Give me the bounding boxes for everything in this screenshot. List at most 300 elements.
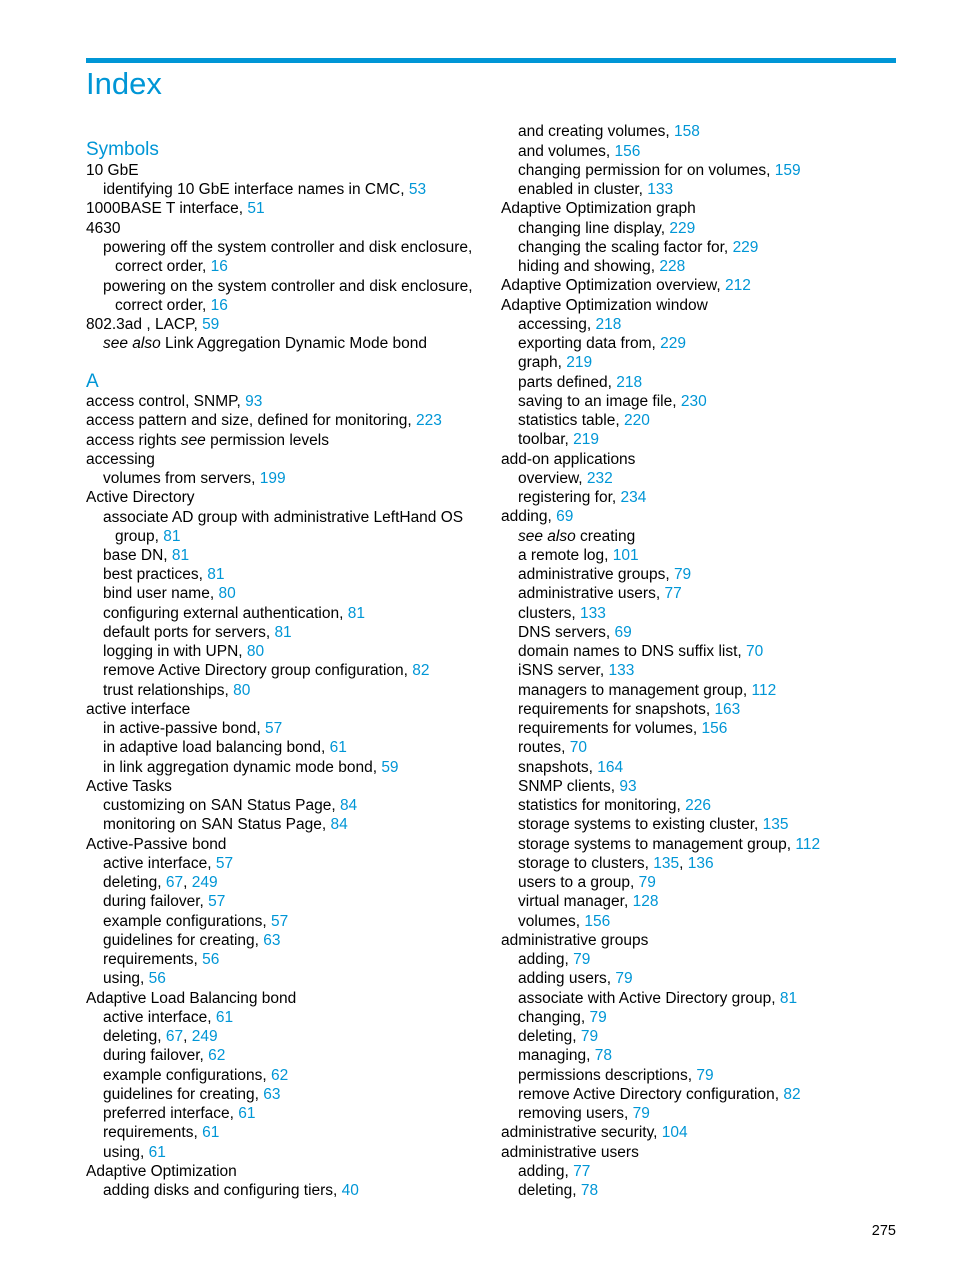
index-subentry bbox=[501, 1104, 650, 1123]
entry-text: correct order, bbox=[115, 297, 211, 314]
entry-text: Adaptive Optimization window bbox=[501, 297, 708, 314]
page-link[interactable]: 61 bbox=[202, 1124, 220, 1141]
page-link[interactable]: 77 bbox=[573, 1163, 591, 1180]
entry-text: domain names to DNS suffix list, bbox=[518, 643, 746, 660]
page-link[interactable]: 61 bbox=[215, 1009, 234, 1026]
index-subentry bbox=[501, 546, 639, 565]
index-section-heading bbox=[86, 140, 159, 159]
page-link[interactable]: 133 bbox=[608, 662, 635, 679]
index-entry bbox=[86, 777, 172, 796]
entry-text: base DN, bbox=[103, 547, 172, 564]
page-title: Index bbox=[86, 66, 162, 101]
entry-text: using, bbox=[103, 1144, 149, 1161]
index-subentry bbox=[86, 604, 365, 623]
index-subentry bbox=[86, 1123, 219, 1142]
index-entry bbox=[501, 296, 708, 315]
entry-text: access control, SNMP, bbox=[86, 393, 246, 410]
index-entry bbox=[501, 507, 573, 526]
index-subentry bbox=[86, 1027, 218, 1046]
index-subentry bbox=[86, 469, 286, 488]
index-entry bbox=[86, 450, 155, 469]
entry-text: group, bbox=[115, 528, 164, 545]
page-link[interactable]: 69 bbox=[556, 508, 574, 525]
page-link[interactable]: 164 bbox=[597, 759, 624, 776]
page-link[interactable]: 81 bbox=[163, 528, 181, 545]
index-entry bbox=[501, 931, 648, 950]
index-subentry bbox=[501, 912, 610, 931]
page-link[interactable]: 56 bbox=[148, 970, 166, 987]
entry-text: Symbols bbox=[86, 139, 159, 160]
page-link[interactable]: 51 bbox=[247, 200, 265, 217]
page-link[interactable]: 82 bbox=[412, 662, 430, 679]
index-subentry bbox=[86, 931, 281, 950]
page-link[interactable]: 249 bbox=[191, 874, 218, 891]
page-link[interactable]: 163 bbox=[714, 701, 741, 718]
page-link[interactable]: 84 bbox=[330, 816, 348, 833]
index-subentry bbox=[501, 681, 776, 700]
index-subentry bbox=[501, 373, 642, 392]
entry-text: overview, bbox=[518, 470, 587, 487]
page-link[interactable]: 249 bbox=[191, 1028, 218, 1045]
page-separator: , bbox=[679, 855, 688, 872]
entry-text: Link Aggregation Dynamic Mode bond bbox=[160, 335, 427, 352]
index-subentry bbox=[501, 527, 635, 546]
entry-text: adding, bbox=[501, 508, 557, 525]
page-link[interactable]: 57 bbox=[271, 913, 289, 930]
index-entry bbox=[86, 161, 139, 180]
entry-text: accessing, bbox=[518, 316, 596, 333]
entry-text: saving to an image file, bbox=[518, 393, 681, 410]
page-link[interactable]: 79 bbox=[615, 970, 633, 987]
index-subentry bbox=[86, 1181, 359, 1200]
entry-text: Active-Passive bond bbox=[86, 836, 227, 853]
entry-text: remove Active Directory group configuration, bbox=[103, 662, 413, 679]
entry-text: powering off the system controller and disk enclosure, bbox=[103, 239, 473, 256]
entry-text: requirements for volumes, bbox=[518, 720, 702, 737]
entry-text: administrative users, bbox=[518, 585, 665, 602]
index-subentry bbox=[86, 257, 228, 276]
entry-text: best practices, bbox=[103, 566, 208, 583]
page-link[interactable]: 133 bbox=[647, 181, 674, 198]
page-link[interactable]: 199 bbox=[259, 470, 286, 487]
entry-text: managers to management group, bbox=[518, 682, 752, 699]
entry-text: storage systems to existing cluster, bbox=[518, 816, 763, 833]
entry-text: 10 GbE bbox=[86, 162, 139, 179]
entry-text: routes, bbox=[518, 739, 570, 756]
page-link[interactable]: 53 bbox=[408, 181, 427, 198]
entry-text: during failover, bbox=[103, 893, 209, 910]
index-subentry bbox=[501, 315, 621, 334]
index-subentry bbox=[501, 1162, 590, 1181]
entry-text: SNMP clients, bbox=[518, 778, 620, 795]
index-subentry bbox=[501, 142, 640, 161]
page-link[interactable]: 57 bbox=[215, 855, 234, 872]
page-link[interactable]: 61 bbox=[329, 739, 347, 756]
index-subentry bbox=[86, 180, 426, 199]
page-link[interactable]: 156 bbox=[701, 720, 728, 737]
page-link[interactable]: 229 bbox=[660, 335, 687, 352]
entry-text: guidelines for creating, bbox=[103, 932, 264, 949]
entry-text: clusters, bbox=[518, 605, 581, 622]
page-link[interactable]: 229 bbox=[732, 239, 759, 256]
page-link[interactable]: 79 bbox=[638, 874, 656, 891]
entry-text: remove Active Directory configuration, bbox=[518, 1086, 784, 1103]
entry-text: changing, bbox=[518, 1009, 590, 1026]
entry-text: snapshots, bbox=[518, 759, 598, 776]
entry-text: registering for, bbox=[518, 489, 621, 506]
entry-text: managing, bbox=[518, 1047, 595, 1064]
entry-text: A bbox=[86, 371, 99, 392]
index-subentry bbox=[501, 161, 801, 180]
index-entry bbox=[86, 219, 120, 238]
entry-text: customizing on SAN Status Page, bbox=[103, 797, 340, 814]
page-link[interactable]: 78 bbox=[580, 1182, 599, 1199]
index-subentry bbox=[86, 296, 228, 315]
index-subentry bbox=[86, 527, 181, 546]
page-link[interactable]: 57 bbox=[264, 720, 283, 737]
page-link[interactable]: 133 bbox=[580, 605, 606, 622]
index-section-heading bbox=[86, 372, 99, 391]
index-subentry bbox=[86, 738, 347, 757]
entry-text: deleting, bbox=[518, 1182, 581, 1199]
entry-text: monitoring on SAN Status Page, bbox=[103, 816, 331, 833]
entry-text: add-on applications bbox=[501, 451, 636, 468]
index-entry bbox=[86, 315, 219, 334]
entry-text: toolbar, bbox=[518, 431, 574, 448]
page-link[interactable]: 220 bbox=[623, 412, 650, 429]
page-link[interactable]: 112 bbox=[795, 836, 821, 853]
page-link[interactable]: 104 bbox=[661, 1124, 688, 1141]
page-link[interactable]: 59 bbox=[381, 759, 399, 776]
entry-text: in adaptive load balancing bond, bbox=[103, 739, 330, 756]
index-subentry bbox=[501, 719, 727, 738]
page-link[interactable]: 79 bbox=[580, 1028, 599, 1045]
index-subentry bbox=[86, 1046, 225, 1065]
entry-text: Adaptive Optimization overview, bbox=[501, 277, 725, 294]
page-link[interactable]: 78 bbox=[594, 1047, 612, 1064]
entry-text: enabled in cluster, bbox=[518, 181, 648, 198]
entry-text: correct order, bbox=[115, 258, 211, 275]
page-link[interactable]: 93 bbox=[619, 778, 637, 795]
index-subentry bbox=[86, 796, 357, 815]
index-subentry bbox=[501, 565, 691, 584]
entry-text: DNS servers, bbox=[518, 624, 615, 641]
page-link[interactable]: 93 bbox=[245, 393, 263, 410]
page-link[interactable]: 82 bbox=[783, 1086, 801, 1103]
index-subentry bbox=[501, 469, 613, 488]
index-subentry bbox=[501, 777, 637, 796]
entry-text: requirements, bbox=[103, 951, 203, 968]
page-link[interactable]: 212 bbox=[725, 277, 751, 294]
entry-text: volumes, bbox=[518, 913, 585, 930]
entry-text: 802.3ad , LACP, bbox=[86, 316, 203, 333]
page-link[interactable]: 61 bbox=[238, 1105, 256, 1122]
entry-text: parts defined, bbox=[518, 374, 617, 391]
index-subentry bbox=[501, 969, 633, 988]
entry-text: in link aggregation dynamic mode bond, bbox=[103, 759, 382, 776]
index-subentry bbox=[501, 758, 623, 777]
index-subentry bbox=[86, 1104, 256, 1123]
index-subentry bbox=[86, 623, 292, 642]
entry-text: associate with Active Directory group, bbox=[518, 990, 780, 1007]
page-link[interactable]: 57 bbox=[208, 893, 226, 910]
entry-text: access pattern and size, defined for monitoring, bbox=[86, 412, 416, 429]
page-link[interactable]: 79 bbox=[573, 951, 591, 968]
page-link[interactable]: 16 bbox=[210, 297, 228, 314]
page-link[interactable]: 219 bbox=[566, 354, 593, 371]
index-subentry bbox=[86, 719, 282, 738]
index-subentry bbox=[501, 430, 599, 449]
title-rule bbox=[86, 58, 896, 63]
page-link[interactable]: 67 bbox=[165, 1028, 184, 1045]
entry-text: adding, bbox=[518, 1163, 574, 1180]
index-subentry bbox=[86, 1143, 166, 1162]
entry-text: and volumes, bbox=[518, 143, 615, 160]
entry-text: adding users, bbox=[518, 970, 616, 987]
index-subentry bbox=[501, 1066, 714, 1085]
entry-text: deleting, bbox=[103, 874, 166, 891]
entry-text: guidelines for creating, bbox=[103, 1086, 264, 1103]
page-link[interactable]: 156 bbox=[584, 913, 611, 930]
entry-text: default ports for servers, bbox=[103, 624, 275, 641]
page-link[interactable]: 16 bbox=[210, 258, 228, 275]
page-link[interactable]: 81 bbox=[779, 990, 798, 1007]
page-link[interactable]: 79 bbox=[632, 1105, 650, 1122]
entry-text: a remote log, bbox=[518, 547, 613, 564]
page-link[interactable]: 62 bbox=[271, 1067, 289, 1084]
index-entry bbox=[501, 450, 635, 469]
page-link[interactable]: 230 bbox=[680, 393, 707, 410]
index-entry bbox=[86, 835, 226, 854]
index-subentry bbox=[501, 334, 686, 353]
entry-text: statistics table, bbox=[518, 412, 624, 429]
index-subentry bbox=[501, 873, 656, 892]
entry-text: requirements for snapshots, bbox=[518, 701, 715, 718]
page-separator: , bbox=[183, 874, 192, 891]
page-link[interactable]: 136 bbox=[687, 855, 714, 872]
index-subentry bbox=[501, 1046, 612, 1065]
page-link[interactable]: 56 bbox=[202, 951, 220, 968]
index-subentry bbox=[501, 1181, 598, 1200]
page-link[interactable]: 70 bbox=[569, 739, 587, 756]
page-link[interactable]: 63 bbox=[263, 1086, 281, 1103]
index-subentry bbox=[86, 1066, 288, 1085]
index-subentry bbox=[501, 353, 592, 372]
index-entry bbox=[86, 411, 442, 430]
page-link[interactable]: 135 bbox=[653, 855, 680, 872]
index-subentry bbox=[501, 604, 606, 623]
page-link[interactable]: 226 bbox=[685, 797, 711, 814]
entry-text: associate AD group with administrative LeftHand OS bbox=[103, 509, 464, 526]
page-link[interactable]: 135 bbox=[762, 816, 789, 833]
entry-text: permission levels bbox=[205, 432, 329, 449]
index-subentry bbox=[86, 681, 250, 700]
entry-text: virtual manager, bbox=[518, 893, 633, 910]
page-link[interactable]: 67 bbox=[165, 874, 184, 891]
entry-text: using, bbox=[103, 970, 149, 987]
index-subentry bbox=[86, 854, 233, 873]
index-subentry bbox=[501, 1008, 607, 1027]
page-link[interactable]: 159 bbox=[774, 162, 801, 179]
page-link[interactable]: 69 bbox=[614, 624, 632, 641]
page-link[interactable]: 81 bbox=[274, 624, 292, 641]
see-label: see bbox=[180, 432, 206, 449]
index-subentry bbox=[501, 392, 707, 411]
index-entry bbox=[86, 431, 329, 450]
entry-text: Active Directory bbox=[86, 489, 195, 506]
page-link[interactable]: 229 bbox=[669, 220, 696, 237]
entry-text: hiding and showing, bbox=[518, 258, 660, 275]
index-entry bbox=[86, 199, 265, 218]
page-link[interactable]: 79 bbox=[673, 566, 692, 583]
index-subentry bbox=[86, 238, 472, 257]
index-subentry bbox=[86, 565, 225, 584]
index-subentry bbox=[86, 912, 288, 931]
page-link[interactable]: 79 bbox=[589, 1009, 607, 1026]
entry-text: changing line display, bbox=[518, 220, 670, 237]
page-link[interactable]: 228 bbox=[659, 258, 686, 275]
entry-text: preferred interface, bbox=[103, 1105, 239, 1122]
index-subentry bbox=[86, 950, 219, 969]
entry-text: storage to clusters, bbox=[518, 855, 654, 872]
page-link[interactable]: 101 bbox=[612, 547, 639, 564]
page-link[interactable]: 81 bbox=[347, 605, 365, 622]
page-link[interactable]: 80 bbox=[233, 682, 251, 699]
page-link[interactable]: 219 bbox=[573, 431, 600, 448]
index-entry bbox=[86, 989, 296, 1008]
entry-text: access rights bbox=[86, 432, 181, 449]
index-subentry bbox=[86, 892, 225, 911]
page-link[interactable]: 218 bbox=[616, 374, 643, 391]
index-subentry bbox=[501, 835, 820, 854]
entry-text: creating bbox=[575, 528, 636, 545]
index-subentry bbox=[86, 873, 218, 892]
page-separator: , bbox=[183, 1028, 192, 1045]
index-subentry bbox=[501, 122, 700, 141]
entry-text: Adaptive Optimization bbox=[86, 1163, 237, 1180]
entry-text: administrative security, bbox=[501, 1124, 662, 1141]
entry-text: trust relationships, bbox=[103, 682, 234, 699]
page-link[interactable]: 158 bbox=[673, 123, 700, 140]
page-link[interactable]: 80 bbox=[246, 643, 265, 660]
entry-text: during failover, bbox=[103, 1047, 209, 1064]
page-link[interactable]: 40 bbox=[341, 1182, 359, 1199]
entry-text: 4630 bbox=[86, 220, 121, 237]
index-entry bbox=[86, 1162, 237, 1181]
page-link[interactable]: 218 bbox=[595, 316, 622, 333]
index-subentry bbox=[501, 796, 711, 815]
page-link[interactable]: 112 bbox=[751, 682, 777, 699]
index-subentry bbox=[501, 238, 758, 257]
entry-text: example configurations, bbox=[103, 913, 272, 930]
entry-text: active interface, bbox=[103, 1009, 216, 1026]
entry-text: permissions descriptions, bbox=[518, 1067, 697, 1084]
page-link[interactable]: 79 bbox=[696, 1067, 714, 1084]
page-link[interactable]: 232 bbox=[586, 470, 613, 487]
see-also-label: see also bbox=[103, 335, 161, 352]
index-subentry bbox=[86, 508, 463, 527]
index-subentry bbox=[501, 989, 797, 1008]
index-subentry bbox=[86, 546, 189, 565]
page-link[interactable]: 128 bbox=[632, 893, 659, 910]
page-link[interactable]: 156 bbox=[614, 143, 641, 160]
entry-text: bind user name, bbox=[103, 585, 219, 602]
index-subentry bbox=[86, 642, 264, 661]
entry-text: changing the scaling factor for, bbox=[518, 239, 733, 256]
entry-text: powering on the system controller and disk enclosure, bbox=[103, 278, 473, 295]
entry-text: active interface bbox=[86, 701, 191, 718]
entry-text: volumes from servers, bbox=[103, 470, 260, 487]
index-subentry bbox=[86, 758, 399, 777]
page-link[interactable]: 80 bbox=[218, 585, 236, 602]
index-subentry bbox=[501, 584, 682, 603]
index-entry bbox=[501, 1123, 688, 1142]
entry-text: adding, bbox=[518, 951, 574, 968]
index-subentry bbox=[501, 257, 685, 276]
entry-text: users to a group, bbox=[518, 874, 639, 891]
page-link[interactable]: 63 bbox=[263, 932, 281, 949]
page-link[interactable]: 61 bbox=[148, 1144, 166, 1161]
entry-text: requirements, bbox=[103, 1124, 203, 1141]
index-entry bbox=[86, 488, 195, 507]
page-link[interactable]: 70 bbox=[746, 643, 764, 660]
page-link[interactable]: 234 bbox=[620, 489, 647, 506]
index-subentry bbox=[86, 815, 348, 834]
index-entry bbox=[501, 199, 696, 218]
entry-text: identifying 10 GbE interface names in CMC, bbox=[103, 181, 409, 198]
entry-text: deleting, bbox=[518, 1028, 581, 1045]
entry-text: administrative groups bbox=[501, 932, 649, 949]
page-link[interactable]: 223 bbox=[416, 412, 442, 429]
index-subentry bbox=[86, 1085, 281, 1104]
page-link[interactable]: 81 bbox=[207, 566, 225, 583]
entry-text: and creating volumes, bbox=[518, 123, 674, 140]
page-link[interactable]: 62 bbox=[208, 1047, 226, 1064]
page-number: 275 bbox=[871, 1223, 896, 1239]
entry-text: graph, bbox=[518, 354, 567, 371]
entry-text: example configurations, bbox=[103, 1067, 272, 1084]
page-link[interactable]: 84 bbox=[339, 797, 358, 814]
index-subentry bbox=[86, 969, 166, 988]
index-subentry bbox=[501, 700, 740, 719]
entry-text: adding disks and configuring tiers, bbox=[103, 1182, 342, 1199]
page-link[interactable]: 59 bbox=[202, 316, 220, 333]
index-subentry bbox=[501, 1085, 801, 1104]
entry-text: removing users, bbox=[518, 1105, 633, 1122]
entry-text: administrative groups, bbox=[518, 566, 674, 583]
entry-text: Active Tasks bbox=[86, 778, 172, 795]
index-subentry bbox=[501, 738, 587, 757]
page-link[interactable]: 81 bbox=[171, 547, 190, 564]
index-subentry bbox=[501, 892, 658, 911]
see-also-label: see also bbox=[518, 528, 576, 545]
entry-text: iSNS server, bbox=[518, 662, 609, 679]
entry-text: configuring external authentication, bbox=[103, 605, 348, 622]
index-subentry bbox=[501, 1027, 598, 1046]
index-entry bbox=[86, 392, 262, 411]
index-subentry bbox=[86, 277, 473, 296]
index-subentry bbox=[501, 623, 632, 642]
index-subentry bbox=[501, 950, 590, 969]
entry-text: accessing bbox=[86, 451, 155, 468]
index-subentry bbox=[501, 488, 646, 507]
index-subentry bbox=[501, 854, 714, 873]
entry-text: logging in with UPN, bbox=[103, 643, 247, 660]
page-link[interactable]: 77 bbox=[664, 585, 682, 602]
index-entry bbox=[501, 276, 751, 295]
entry-text: deleting, bbox=[103, 1028, 166, 1045]
index-subentry bbox=[501, 180, 673, 199]
